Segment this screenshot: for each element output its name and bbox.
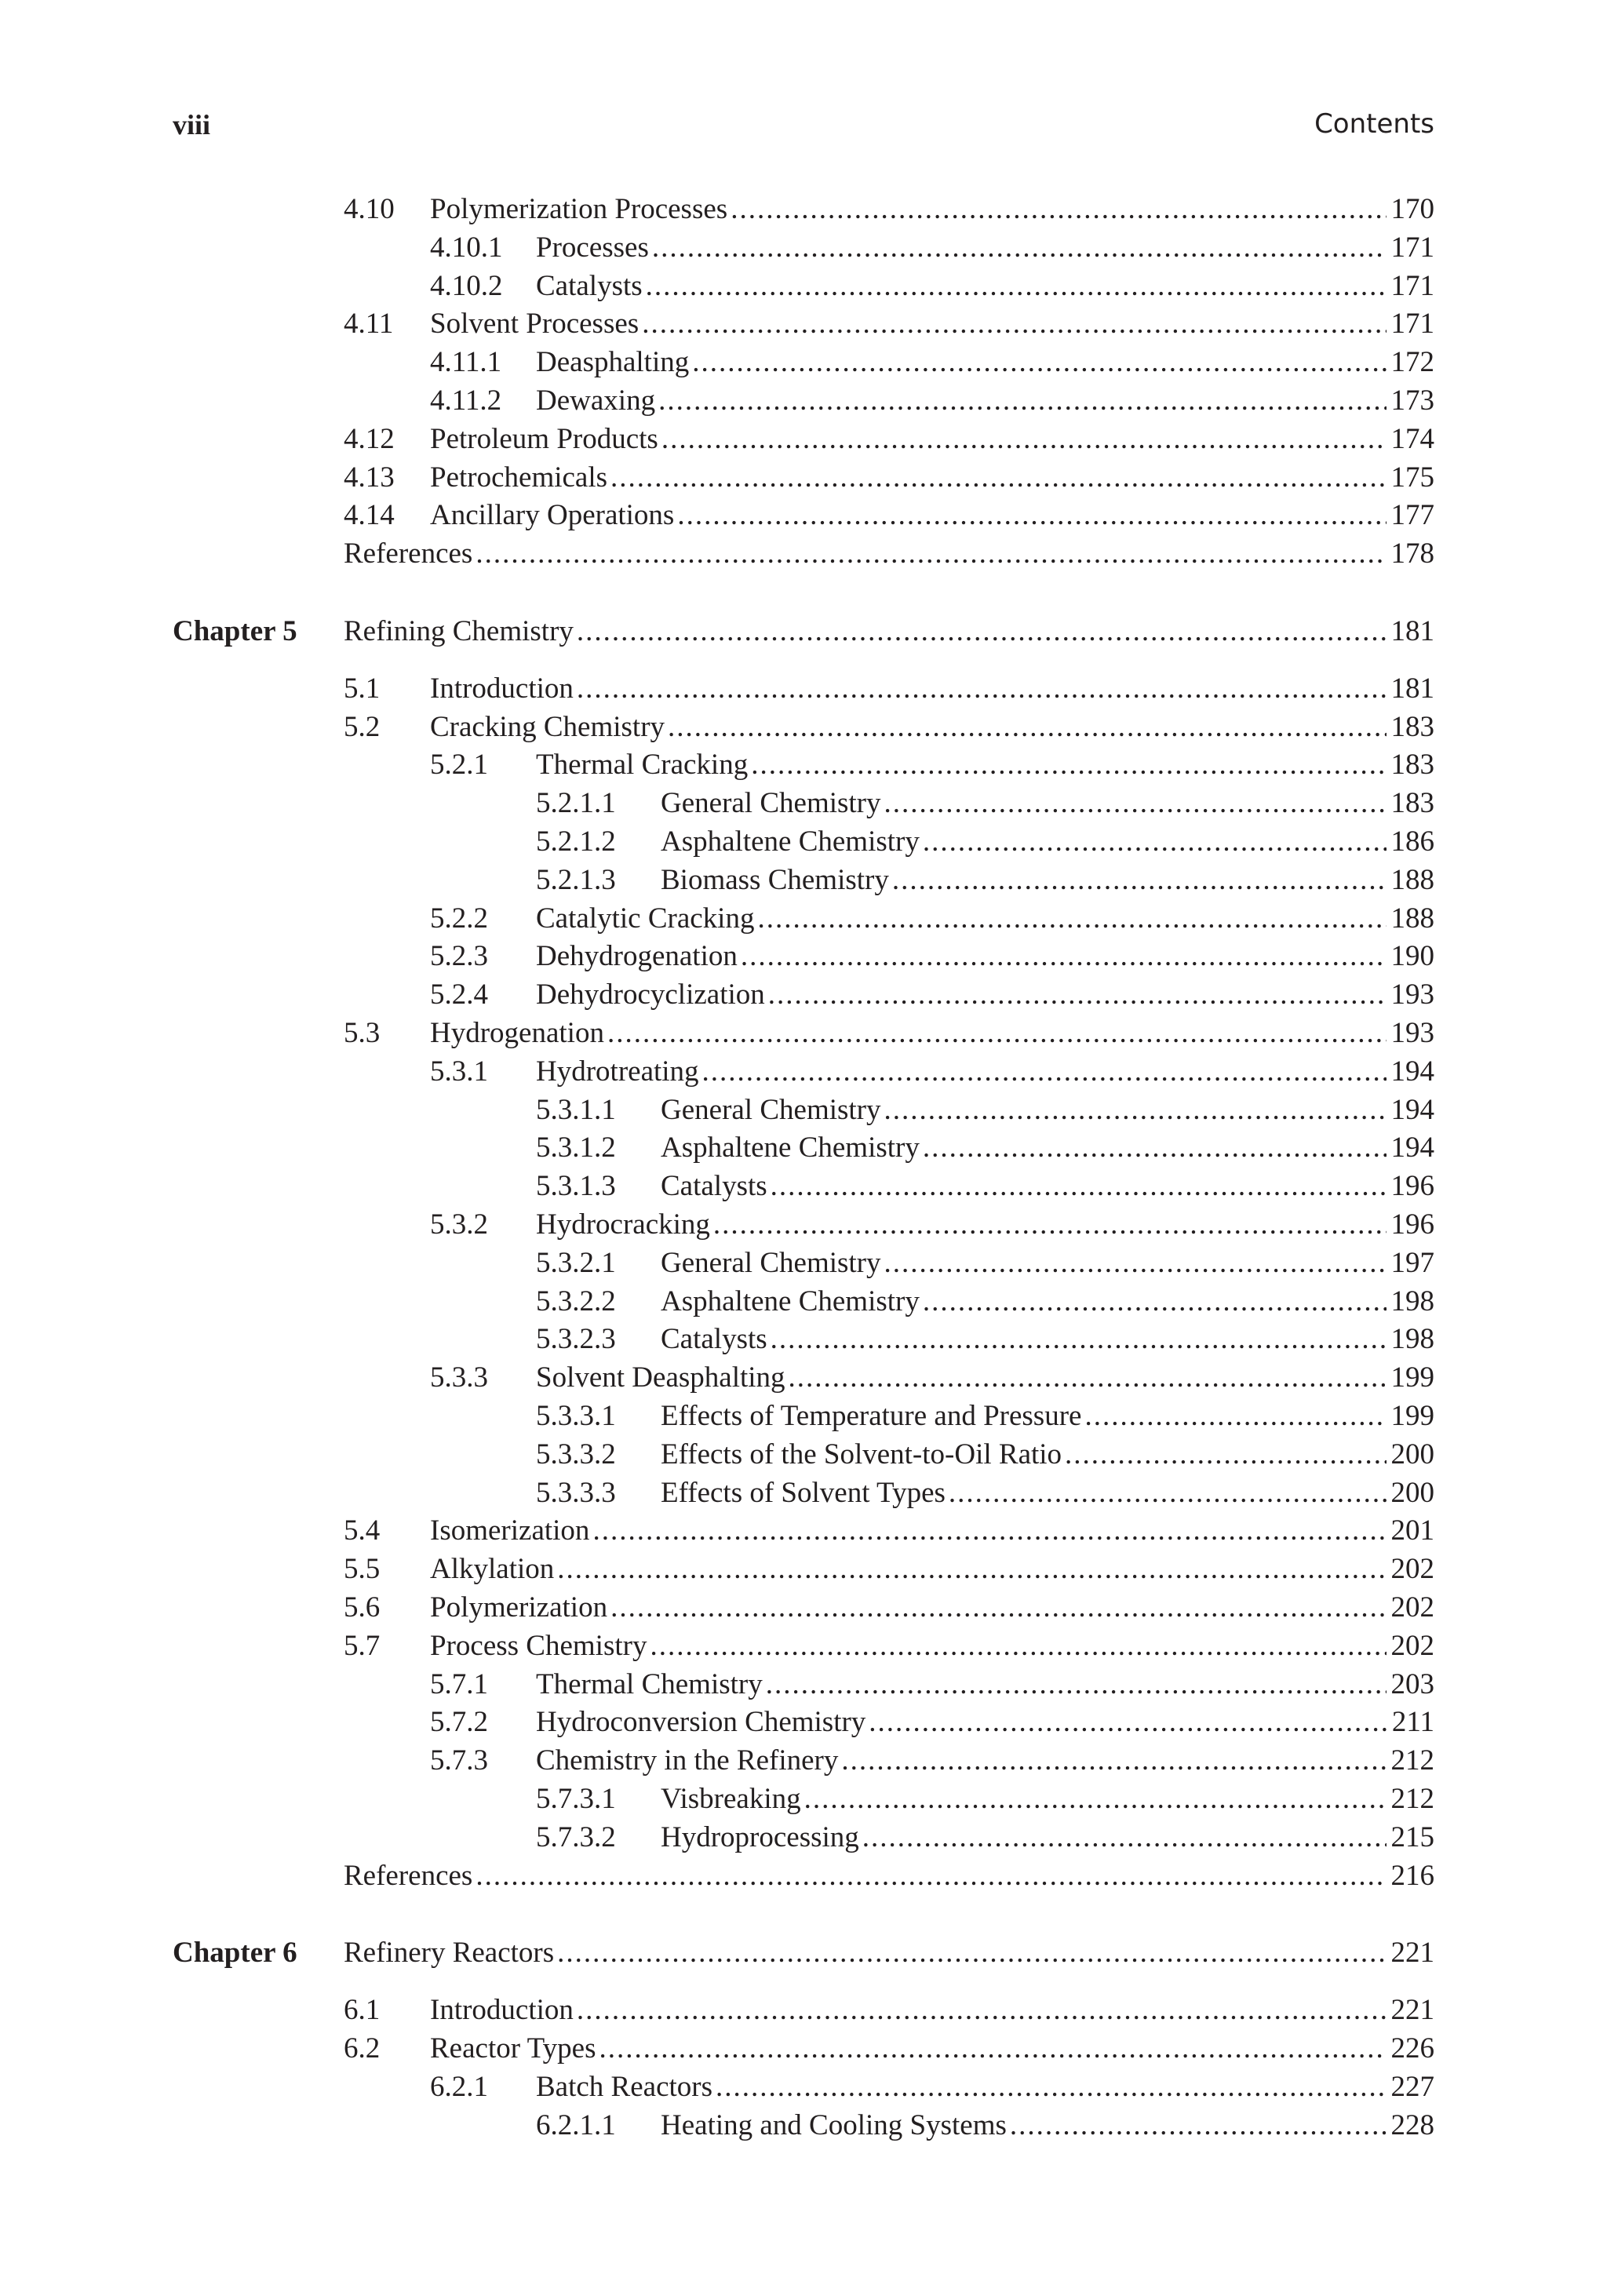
dot-leader [599,2030,1386,2068]
section-number: 4.10.2 [430,270,503,302]
toc-row[interactable] [0,900,1607,938]
section-number: 5.7.3 [430,1744,488,1777]
toc-row[interactable] [0,1168,1607,1205]
toc-row[interactable] [0,1359,1607,1397]
dot-leader [658,382,1386,420]
toc-row[interactable] [0,1283,1607,1321]
toc-row[interactable] [0,1589,1607,1627]
toc-entry [430,305,1434,343]
dot-leader [741,938,1387,975]
section-number: 6.1 [344,1994,381,2026]
page-number: 202 [1390,1591,1434,1624]
section-title: References [344,538,473,570]
page-number: 181 [1390,615,1434,647]
section-title: Refinery Reactors [344,1937,555,1969]
page-number: 186 [1390,825,1434,858]
page-number: 227 [1390,2071,1434,2103]
toc-row[interactable] [0,976,1607,1014]
dot-leader [841,1742,1386,1780]
dot-leader [652,229,1387,267]
section-title: Introduction [430,1994,574,2026]
toc-row[interactable] [0,229,1607,267]
toc-row[interactable] [0,1206,1607,1244]
section-number: 4.13 [344,461,395,494]
page-number: 200 [1390,1438,1434,1471]
dot-leader [557,1934,1386,1972]
toc-row[interactable] [0,709,1607,746]
toc-row[interactable] [0,1627,1607,1665]
section-title: Reactor Types [430,2032,596,2065]
dot-leader [607,1015,1387,1052]
toc-entry [344,613,1434,651]
dot-leader [592,1512,1386,1550]
toc-entry [661,1819,1434,1857]
toc-entry [536,1053,1434,1091]
section-title: Asphaltene Chemistry [661,1285,920,1317]
section-number: 5.3.1.2 [536,1132,616,1164]
section-title: Batch Reactors [536,2071,712,2103]
page-number: 193 [1390,1017,1434,1049]
page-number: 181 [1390,672,1434,705]
section-number: 5.1 [344,672,381,705]
section-number: 5.2.1.1 [536,787,616,819]
section-number: 4.14 [344,499,395,531]
section-title: Refining Chemistry [344,615,574,647]
section-number: 5.2 [344,711,381,743]
toc-entry [661,2107,1434,2145]
section-title: Solvent Deasphalting [536,1361,785,1394]
dot-leader [923,823,1387,861]
toc-entry [536,382,1434,420]
page-number: 201 [1390,1514,1434,1547]
page-number: 194 [1390,1094,1434,1126]
page-number: 216 [1390,1860,1434,1892]
page-number: 188 [1390,864,1434,896]
page-number: 196 [1390,1208,1434,1241]
section-number: 6.2.1 [430,2071,488,2103]
section-title: Hydroconversion Chemistry [536,1706,866,1738]
toc-entry [536,1666,1434,1704]
dot-leader [923,1129,1387,1167]
dot-leader [650,1627,1386,1665]
toc-row[interactable] [0,2030,1607,2068]
page-number: 172 [1390,346,1434,378]
section-title: Hydrotreating [536,1055,699,1088]
section-title: Hydrocracking [536,1208,710,1241]
dot-leader [884,785,1387,822]
page-number: 198 [1390,1285,1434,1317]
page-number: 226 [1390,2032,1434,2065]
dot-leader [476,1857,1386,1895]
section-title: Visbreaking [661,1783,801,1815]
section-title: Heating and Cooling Systems [661,2109,1007,2141]
toc-entry [536,344,1434,381]
dot-leader [771,1168,1387,1205]
toc-row[interactable] [0,1704,1607,1741]
page-number: 171 [1390,231,1434,264]
toc-row[interactable] [0,497,1607,534]
toc-entry [661,1780,1434,1818]
page-number: 178 [1390,538,1434,570]
dot-leader [869,1704,1387,1741]
section-number: 5.3.2 [430,1208,488,1241]
toc-entry [536,1206,1434,1244]
toc-entry [430,709,1434,746]
page-number: 171 [1390,270,1434,302]
toc-entry [430,191,1434,228]
toc-row[interactable] [0,1436,1607,1474]
toc-row[interactable] [0,535,1607,573]
section-number: 5.3.2.2 [536,1285,616,1317]
section-number: 5.2.1.3 [536,864,616,896]
section-number: 5.6 [344,1591,381,1624]
dot-leader [668,709,1386,746]
section-title: Thermal Cracking [536,749,749,781]
toc-row[interactable] [0,1992,1607,2029]
section-title: Hydroprocessing [661,1821,859,1853]
toc-entry [536,229,1434,267]
dot-leader [751,746,1386,784]
section-number: 5.3.1 [430,1055,488,1088]
dot-leader [731,191,1386,228]
section-number: 5.3.3 [430,1361,488,1394]
section-title: Hydrogenation [430,1017,604,1049]
dot-leader [757,900,1386,938]
page-number: 194 [1390,1055,1434,1088]
page-number: 196 [1390,1170,1434,1202]
toc-entry [344,1934,1434,1972]
section-title: Polymerization [430,1591,608,1624]
page-number: 194 [1390,1132,1434,1164]
dot-leader [677,497,1386,534]
dot-leader [577,1992,1387,2029]
toc-entry [661,1283,1434,1321]
page-number: 199 [1390,1400,1434,1432]
section-number: 5.7 [344,1630,381,1662]
dot-leader [789,1359,1387,1397]
section-title: Alkylation [430,1553,555,1585]
dot-leader [768,976,1387,1014]
page-number: 173 [1390,384,1434,417]
toc-row[interactable] [0,421,1607,458]
toc-entry [430,497,1434,534]
section-title: Processes [536,231,649,264]
section-title: Deasphalting [536,346,690,378]
section-number: 5.3.1.1 [536,1094,616,1126]
chapter-label: Chapter 5 [173,615,297,647]
section-number: 4.11 [344,308,394,340]
page-number: 197 [1390,1247,1434,1279]
toc-entry [661,1321,1434,1358]
page-number: 190 [1390,940,1434,972]
dot-leader [1084,1398,1386,1435]
page-header [173,108,1434,146]
section-number: 5.3.2.3 [536,1323,616,1355]
section-number: 5.3.3.3 [536,1477,616,1509]
section-number: 5.7.3.2 [536,1821,616,1853]
section-title: Introduction [430,672,574,705]
dot-leader [577,613,1387,651]
toc-entry [536,976,1434,1014]
dot-leader [766,1666,1387,1704]
toc-row[interactable] [0,785,1607,822]
dot-leader [642,305,1386,343]
section-title: Thermal Chemistry [536,1668,763,1700]
toc-row[interactable] [0,1092,1607,1129]
section-number: 5.5 [344,1553,381,1585]
section-number: 5.2.1 [430,749,488,781]
section-title: Dehydrocyclization [536,979,765,1011]
toc-entry [430,1589,1434,1627]
toc-entry [661,823,1434,861]
section-number: 5.2.3 [430,940,488,972]
page-number: 198 [1390,1323,1434,1355]
toc-row[interactable] [0,344,1607,381]
page-number: 202 [1390,1630,1434,1662]
dot-leader [692,344,1386,381]
toc-row[interactable] [0,268,1607,305]
dot-leader [577,670,1387,708]
toc-row[interactable] [0,191,1607,228]
page-number: 228 [1390,2109,1434,2141]
section-title: Catalysts [661,1323,767,1355]
dot-leader [884,1245,1387,1282]
page-number: 171 [1390,308,1434,340]
section-number: 5.3.3.2 [536,1438,616,1471]
section-number: 4.11.1 [430,346,502,378]
toc-entry [430,1627,1434,1665]
toc-row[interactable] [0,1819,1607,1857]
dot-leader [702,1053,1387,1091]
section-number: 5.3 [344,1017,381,1049]
section-title: Petroleum Products [430,423,658,455]
section-number: 4.10.1 [430,231,503,264]
dot-leader [804,1780,1387,1818]
toc-entry [661,1436,1434,1474]
section-title: Effects of the Solvent-to-Oil Ratio [661,1438,1062,1471]
section-number: 5.3.2.1 [536,1247,616,1279]
section-title: Dewaxing [536,384,656,417]
page-number: 174 [1390,423,1434,455]
page-number: 221 [1390,1994,1434,2026]
toc-row[interactable] [0,1474,1607,1512]
toc-entry [430,421,1434,458]
toc-row[interactable] [0,670,1607,708]
section-number: 4.11.2 [430,384,502,417]
chapter-label: Chapter 6 [173,1937,297,1969]
dot-leader [713,1206,1387,1244]
section-title: Chemistry in the Refinery [536,1744,839,1777]
toc-row[interactable] [0,459,1607,497]
page-number: 193 [1390,979,1434,1011]
toc-row[interactable] [0,2107,1607,2145]
toc-entry [536,2068,1434,2106]
toc-chapter-row[interactable] [0,613,1607,651]
section-title: Dehydrogenation [536,940,738,972]
toc-row[interactable] [0,2068,1607,2106]
section-title: Process Chemistry [430,1630,647,1662]
dot-leader [771,1321,1387,1358]
toc-entry [661,785,1434,822]
dot-leader [557,1551,1386,1588]
toc-row[interactable] [0,1053,1607,1091]
page-number: 199 [1390,1361,1434,1394]
toc-entry [536,1742,1434,1780]
dot-leader [476,535,1386,573]
page-number: 170 [1390,193,1434,225]
toc-entry [430,670,1434,708]
section-title: Cracking Chemistry [430,711,665,743]
toc-entry [430,1551,1434,1588]
toc-entry [430,1015,1434,1052]
toc-entry [536,938,1434,975]
section-title: Effects of Temperature and Pressure [661,1400,1082,1432]
section-title: Ancillary Operations [430,499,675,531]
page-number: 211 [1391,1706,1434,1738]
toc-entry [430,1992,1434,2029]
section-number: 5.4 [344,1514,381,1547]
section-number: 6.2 [344,2032,381,2065]
section-number: 5.2.2 [430,902,488,935]
toc-row[interactable] [0,1129,1607,1167]
section-title: General Chemistry [661,1247,881,1279]
page-number: 183 [1390,749,1434,781]
toc-entry [661,862,1434,899]
toc-entry [661,1245,1434,1282]
toc-row[interactable] [0,1398,1607,1435]
toc-entry [536,1359,1434,1397]
toc-entry [536,268,1434,305]
section-title: Catalysts [661,1170,767,1202]
section-title: Catalytic Cracking [536,902,755,935]
toc-entry [661,1129,1434,1167]
running-head: Contents [1314,108,1434,140]
section-number: 4.12 [344,423,395,455]
toc-chapter-row[interactable] [0,1934,1607,1972]
toc-row[interactable] [0,1551,1607,1588]
toc-entry [430,2030,1434,2068]
page-number: 183 [1390,787,1434,819]
dot-leader [892,862,1387,899]
page-number: 212 [1390,1744,1434,1777]
dot-leader [610,1589,1386,1627]
toc-entry [661,1092,1434,1129]
section-title: Asphaltene Chemistry [661,825,920,858]
page-number: 177 [1390,499,1434,531]
section-title: Solvent Processes [430,308,640,340]
section-title: Biomass Chemistry [661,864,889,896]
section-number: 5.3.1.3 [536,1170,616,1202]
toc-entry [661,1474,1434,1512]
page-number: 203 [1390,1668,1434,1700]
section-title: Catalysts [536,270,643,302]
toc-row[interactable] [0,1742,1607,1780]
toc-entry [536,900,1434,938]
toc-entry [661,1398,1434,1435]
page-number: 221 [1390,1937,1434,1969]
section-number: 5.7.3.1 [536,1783,616,1815]
toc-entry [344,1857,1434,1895]
toc-row[interactable] [0,1321,1607,1358]
toc-row[interactable] [0,1780,1607,1818]
section-number: 4.10 [344,193,395,225]
page-number: 183 [1390,711,1434,743]
section-title: General Chemistry [661,787,881,819]
dot-leader [1065,1436,1386,1474]
section-title: Effects of Solvent Types [661,1477,946,1509]
page-folio: viii [173,109,211,140]
section-title: References [344,1860,473,1892]
dot-leader [661,421,1387,458]
toc-row[interactable] [0,1857,1607,1895]
page-number: 175 [1390,461,1434,494]
dot-leader [949,1474,1387,1512]
section-number: 5.3.3.1 [536,1400,616,1432]
toc-row[interactable] [0,862,1607,899]
page-number: 188 [1390,902,1434,935]
toc-row[interactable] [0,1015,1607,1052]
page-number: 202 [1390,1553,1434,1585]
section-title: General Chemistry [661,1094,881,1126]
page-number: 200 [1390,1477,1434,1509]
toc-row[interactable] [0,1666,1607,1704]
toc-entry [661,1168,1434,1205]
section-number: 5.2.4 [430,979,488,1011]
section-title: Asphaltene Chemistry [661,1132,920,1164]
toc-row[interactable] [0,823,1607,861]
section-number: 5.7.2 [430,1706,488,1738]
toc-row[interactable] [0,938,1607,975]
dot-leader [716,2068,1387,2106]
toc-entry [536,746,1434,784]
toc-entry [344,535,1434,573]
dot-leader [884,1092,1387,1129]
toc-row[interactable] [0,1245,1607,1282]
section-number: 5.7.1 [430,1668,488,1700]
page-number: 215 [1390,1821,1434,1853]
dot-leader [646,268,1387,305]
dot-leader [862,1819,1387,1857]
section-title: Petrochemicals [430,461,608,494]
toc-entry [430,459,1434,497]
toc-row[interactable] [0,746,1607,784]
toc-row[interactable] [0,1512,1607,1550]
toc-row[interactable] [0,382,1607,420]
page-number: 212 [1390,1783,1434,1815]
dot-leader [1010,2107,1387,2145]
dot-leader [923,1283,1387,1321]
section-number: 6.2.1.1 [536,2109,616,2141]
section-title: Polymerization Processes [430,193,728,225]
dot-leader [610,459,1386,497]
section-number: 5.2.1.2 [536,825,616,858]
section-title: Isomerization [430,1514,590,1547]
toc-entry [536,1704,1434,1741]
toc-entry [430,1512,1434,1550]
toc-row[interactable] [0,305,1607,343]
